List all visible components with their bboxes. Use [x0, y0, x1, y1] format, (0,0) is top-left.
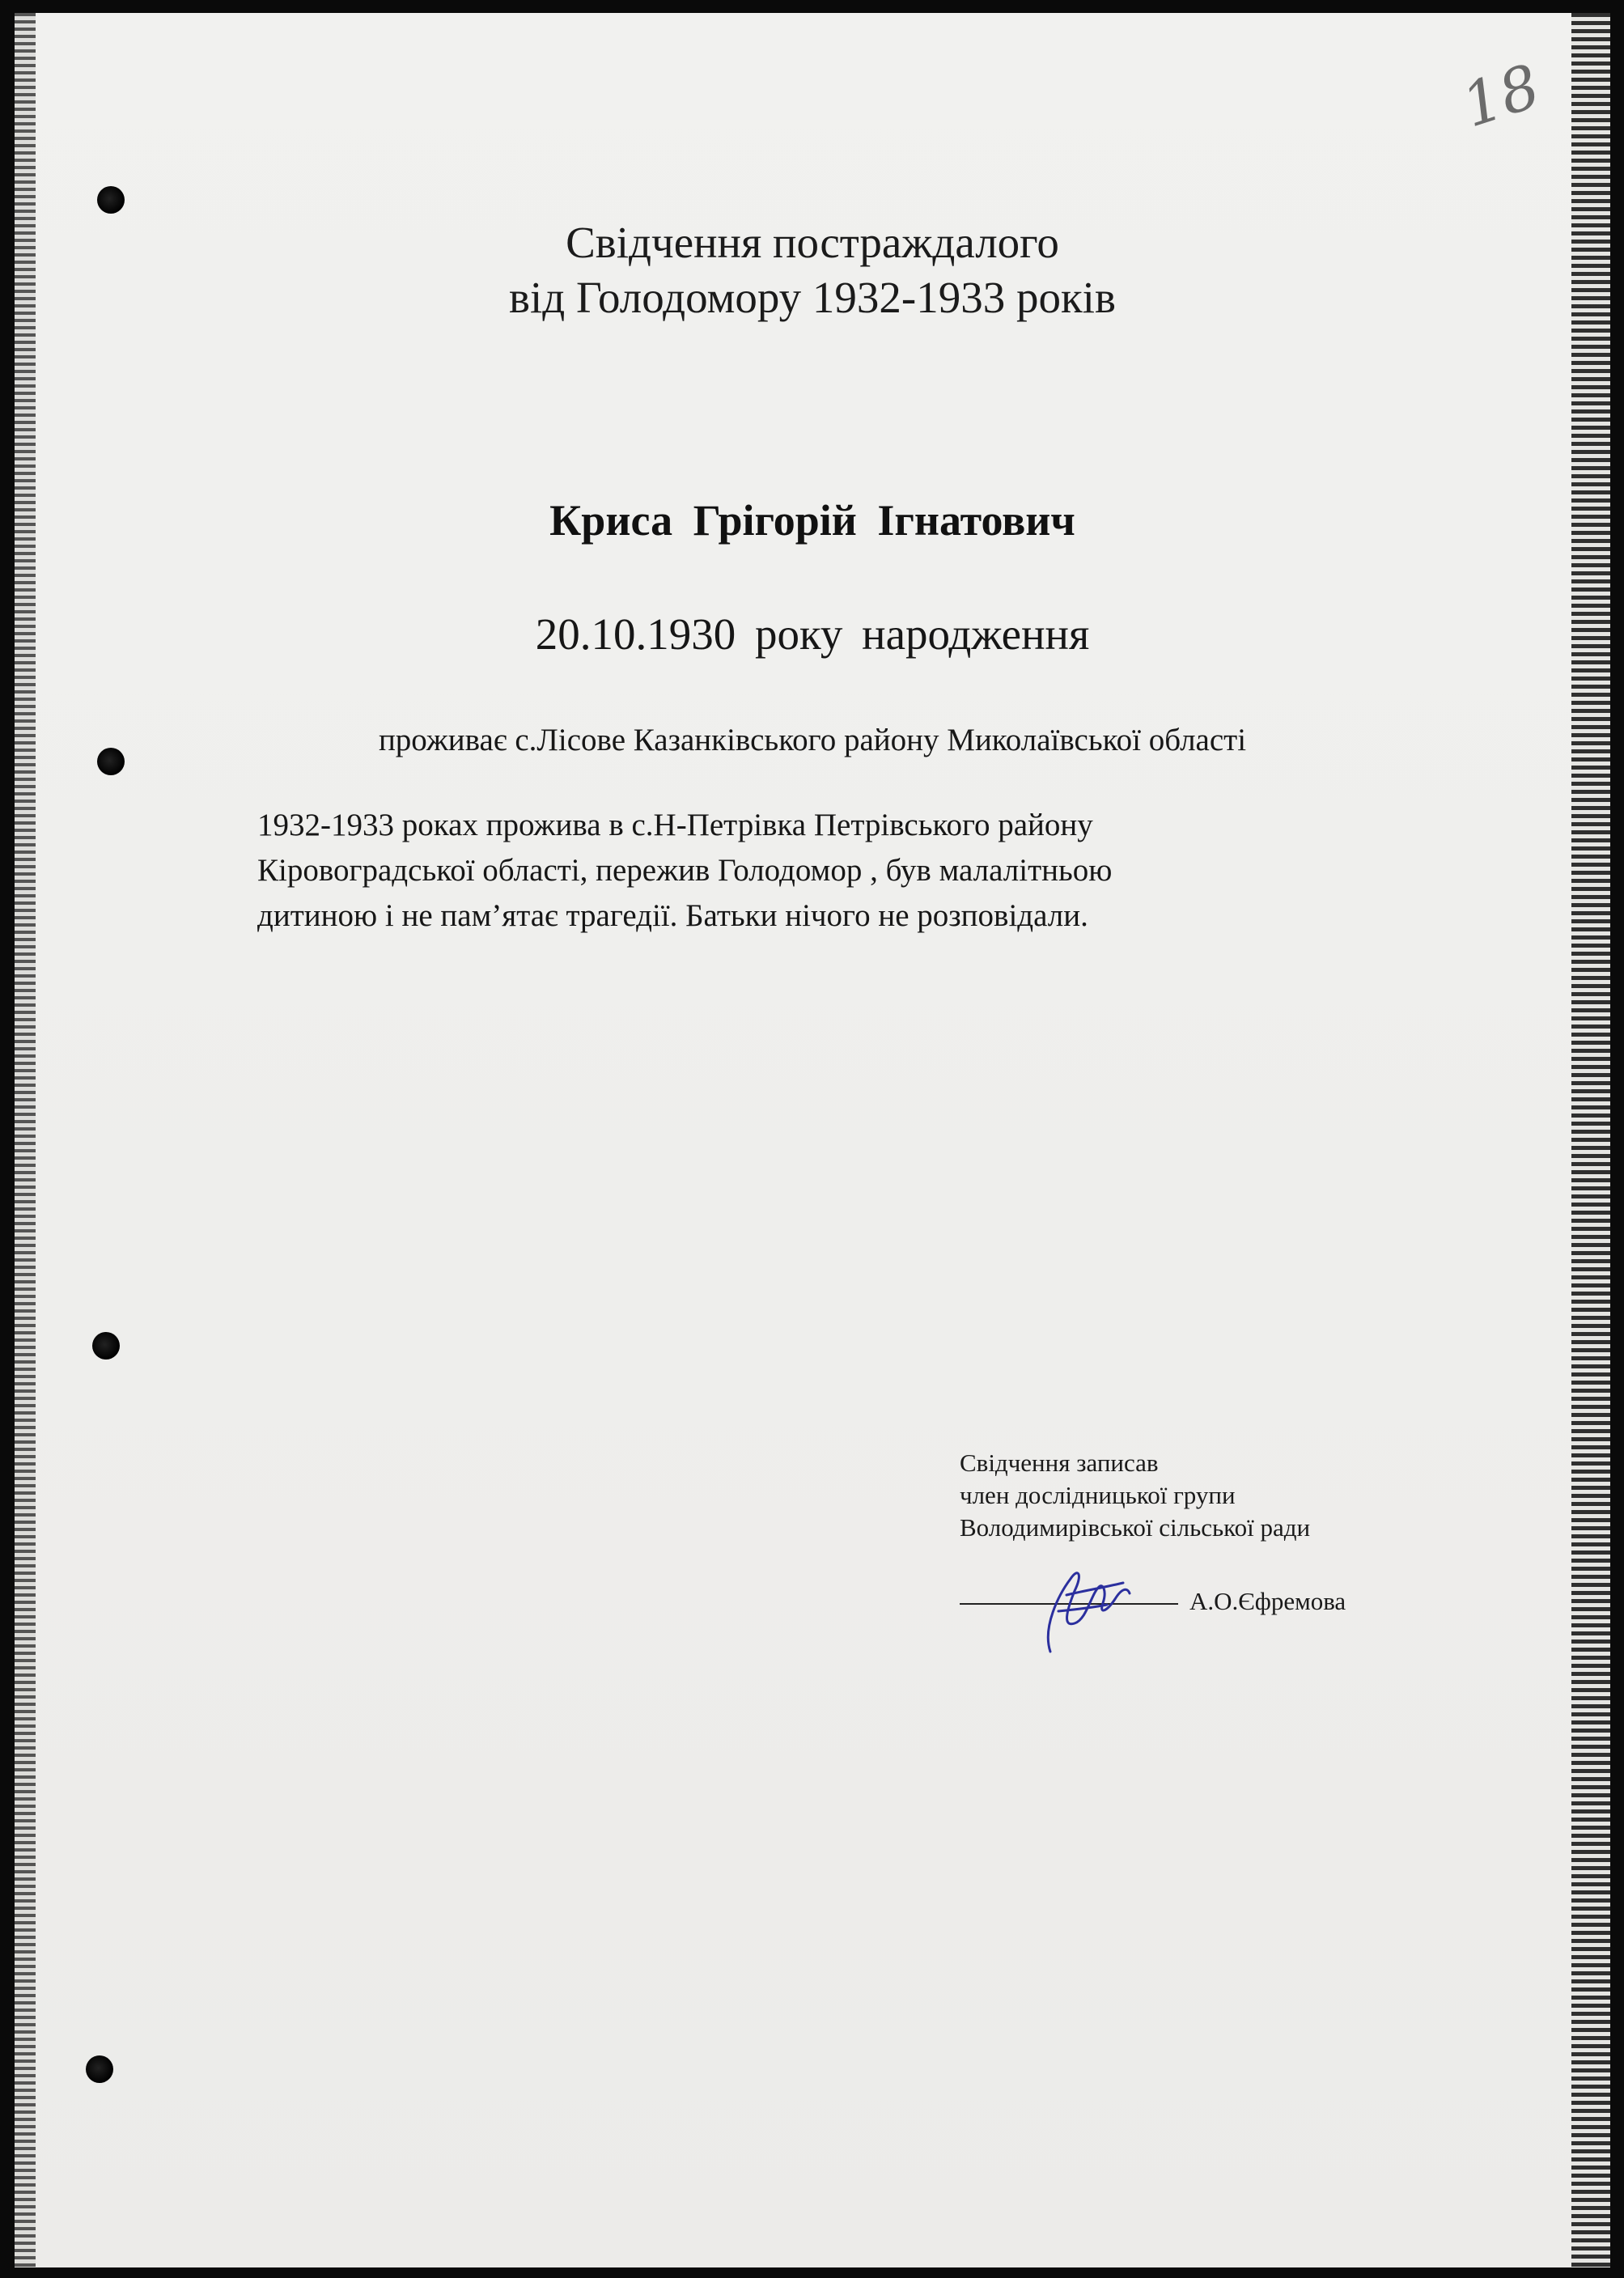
recorder-line-3: Володимирівської сільської ради: [960, 1513, 1311, 1542]
person-name: Криса Грігорій Ігнатович: [549, 496, 1075, 545]
perforated-right-edge: [1571, 13, 1610, 2267]
handwritten-signature-icon: [1026, 1546, 1147, 1668]
birth-date-line: 20.10.1930 року народження: [535, 609, 1090, 659]
perforated-left-edge: [15, 13, 36, 2267]
testimony-paragraph: [257, 803, 1471, 939]
punch-hole-icon: [86, 2055, 113, 2083]
document-title-line-2: від Голодомору 1932-1933 років: [509, 273, 1116, 322]
testimony-line: Кіровоградської області, пережив Голодомор , був малалітньою: [257, 853, 1113, 888]
testimony-line: дитиною і не пам’ятає трагедії. Батьки нічого не розповідали.: [257, 898, 1088, 933]
recorder-line-1: Свідчення записав: [960, 1449, 1159, 1477]
testimony-line: 1932-1933 роках прожива в с.Н-Петрівка Петрівського району: [257, 808, 1093, 842]
recorder-line-2: член дослідницької групи: [960, 1481, 1236, 1509]
residence-line: проживає с.Лісове Казанківського району Миколаївської області: [378, 723, 1247, 757]
recorder-block: [960, 1447, 1310, 1544]
signer-name: А.О.Єфремова: [1189, 1587, 1346, 1615]
paper-sheet: [15, 13, 1610, 2267]
handwritten-page-number: 18: [1453, 51, 1548, 142]
punch-hole-icon: [92, 1332, 120, 1360]
document-title-line-1: Свідчення постраждалого: [566, 218, 1059, 267]
punch-hole-icon: [97, 186, 125, 214]
